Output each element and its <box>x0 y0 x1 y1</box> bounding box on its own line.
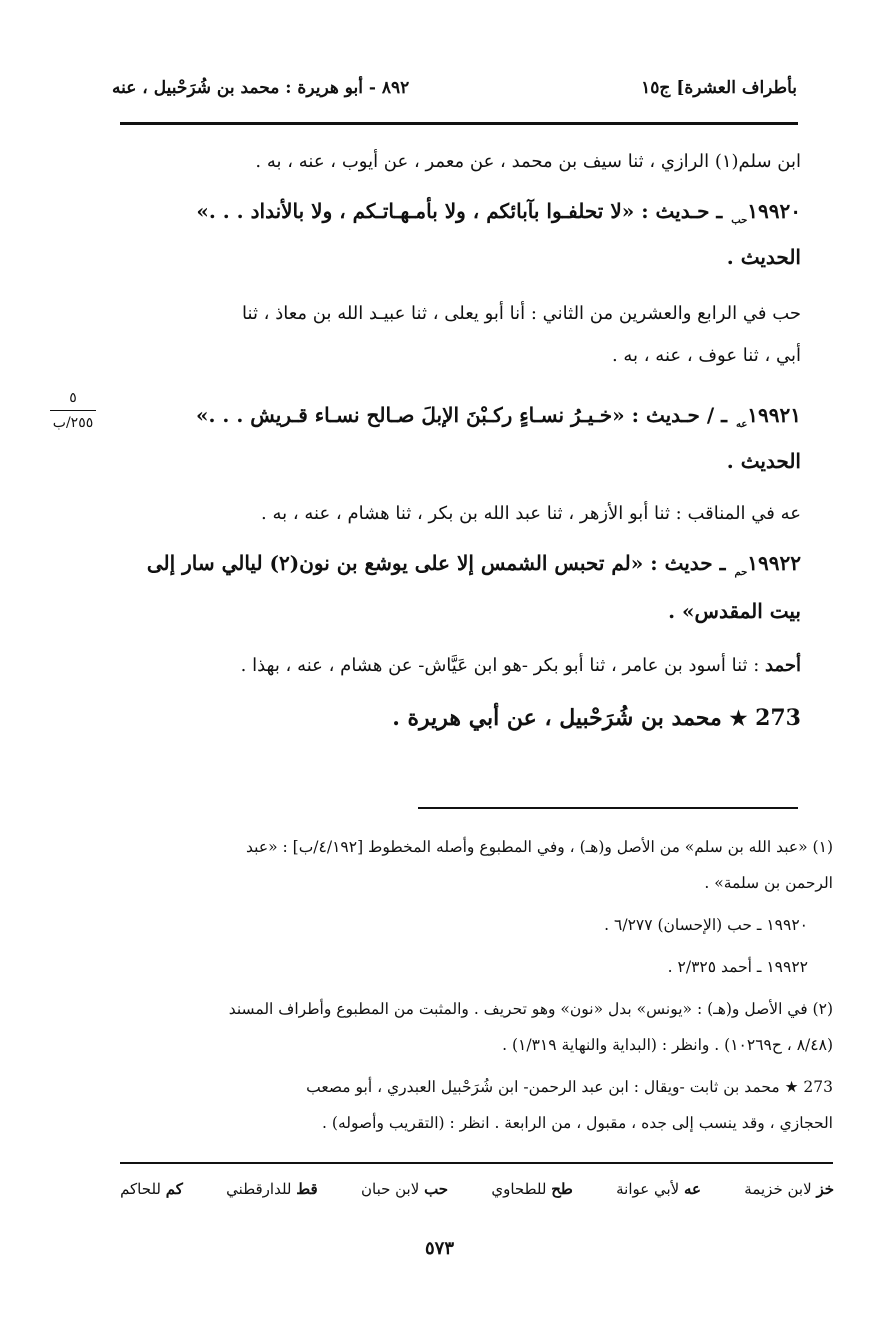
hadith-number: ١٩٩٢١ <box>747 403 801 427</box>
hadith-sigla: حم <box>734 567 748 578</box>
abbr-code: خز <box>816 1180 834 1198</box>
abbr-meaning: لأبي عوانة <box>616 1180 680 1198</box>
abbr-item <box>226 1180 318 1198</box>
abbr-meaning: لابن خزيمة <box>744 1180 812 1198</box>
footnote-3: ١٩٩٢٢ ـ أحمد ٢/٣٢٥ . <box>667 958 808 976</box>
footnote-4a: (٢) في الأصل و(هـ) : «يونس» بدل «نون» وهو تحريف . والمثبت من المطبوع وأطراف المسند <box>228 1000 833 1018</box>
footnote-4b: (٨/٤٨ ، ح١٠٢٦٩) . وانظر : (البداية والنهاية ١/٣١٩) . <box>502 1036 833 1054</box>
footnote-5b: الحجازي ، وقد ينسب إلى جده ، مقبول ، من الرابعة . انظر : (التقريب وأصوله) . <box>322 1114 833 1132</box>
source-label: أحمد <box>765 655 801 676</box>
hadith-end-3: بيت المقدس» . <box>668 599 801 623</box>
abbr-item <box>120 1180 183 1198</box>
section-number: 273 <box>755 705 801 731</box>
hadith-end-2: الحديث . <box>726 449 801 473</box>
margin-note-bar <box>50 410 96 411</box>
footnote-1b: الرحمن بن سلمة» . <box>704 874 833 892</box>
hadith-text: ـ حديث : «لم تحبس الشمس إلا على يوشع بن نون(٢) ليالي سار إلى <box>146 551 726 575</box>
hadith-19921 <box>118 398 801 442</box>
abbr-code: حب <box>424 1180 449 1198</box>
abbr-item <box>491 1180 572 1198</box>
hadith-end-1: الحديث . <box>726 245 801 269</box>
header-left: ٨٩٢ - أبو هريرة : محمد بن شُرَحْبيل ، عنه <box>112 78 410 98</box>
footnote-1a: (١) «عبد الله بن سلم» من الأصل و(هـ) ، وفي المطبوع وأصله المخطوط [٤/١٩٢/ب] : «عبد <box>246 838 833 856</box>
margin-note-top: ٥ <box>69 390 77 406</box>
hadith-19920 <box>118 194 801 238</box>
hadith-19922 <box>118 546 801 590</box>
hadith-number: ١٩٩٢٢ <box>747 551 801 575</box>
body-line-2a: حب في الرابع والعشرين من الثاني : أنا أبو يعلى ، ثنا عبيـد الله بن معاذ ، ثنا <box>242 303 801 324</box>
abbr-item <box>616 1180 701 1198</box>
section-title: محمد بن شُرَحْبيل ، عن أبي هريرة . <box>392 705 722 731</box>
manuscript-folio-note <box>44 388 102 433</box>
hadith-number: ١٩٩٢٠ <box>747 199 801 223</box>
abbr-code: طح <box>551 1180 573 1198</box>
footnote-5a: 273 ★ محمد بن ثابت -ويقال : ابن عبد الرحمن- ابن شُرَحْبيل العبدري ، أبو مصعب <box>306 1078 833 1096</box>
abbr-item <box>361 1180 448 1198</box>
abbr-item <box>744 1180 834 1198</box>
body-line-2b: أبي ، ثنا عوف ، عنه ، به . <box>611 345 801 366</box>
abbr-meaning: للحاكم <box>120 1180 161 1198</box>
abbr-code: كم <box>165 1180 183 1198</box>
abbr-meaning: للطحاوي <box>491 1180 547 1198</box>
star-icon: ★ <box>729 706 748 730</box>
source-chain: : ثنا أسود بن عامر ، ثنا أبو بكر -هو ابن عَيَّاش- عن هشام ، عنه ، بهذا . <box>240 655 766 676</box>
body-line-4 <box>118 650 801 682</box>
abbr-meaning: للدارقطني <box>226 1180 292 1198</box>
bottom-rule <box>120 1162 833 1164</box>
hadith-text: ـ / حـديث : «خـيـرُ نسـاءٍ ركـبْنَ الإبلَ صـالح نسـاء قـريش . . .» <box>195 403 727 427</box>
header-right: بأطراف العشرة] ج١٥ <box>641 78 797 98</box>
hadith-text: ـ حـديث : «لا تحلفـوا بآبائكم ، ولا بأمـهـاتـكم ، ولا بالأنداد . . .» <box>196 199 723 223</box>
abbr-code: قط <box>296 1180 318 1198</box>
running-header <box>112 70 797 106</box>
abbreviation-key <box>120 1180 834 1198</box>
hadith-sigla: حب <box>731 215 748 226</box>
footnote-2: ١٩٩٢٠ ـ حب (الإحسان) ٦/٢٧٧ . <box>604 916 808 934</box>
margin-note-bottom: ٢٥٥/ب <box>52 415 94 431</box>
section-heading <box>118 700 801 736</box>
abbr-meaning: لابن حبان <box>360 1180 420 1198</box>
footnote-rule <box>418 807 798 809</box>
body-line-1: ابن سلم(١) الرازي ، ثنا سيف بن محمد ، عن معمر ، عن أيوب ، عنه ، به . <box>255 151 801 172</box>
abbr-code: عه <box>684 1180 702 1198</box>
header-rule <box>120 122 798 125</box>
page-number: ٥٧٣ <box>424 1238 454 1259</box>
hadith-sigla: عه <box>735 419 748 430</box>
body-line-3: عه في المناقب : ثنا أبو الأزهر ، ثنا عبد الله بن بكر ، ثنا هشام ، عنه ، به . <box>261 503 801 524</box>
